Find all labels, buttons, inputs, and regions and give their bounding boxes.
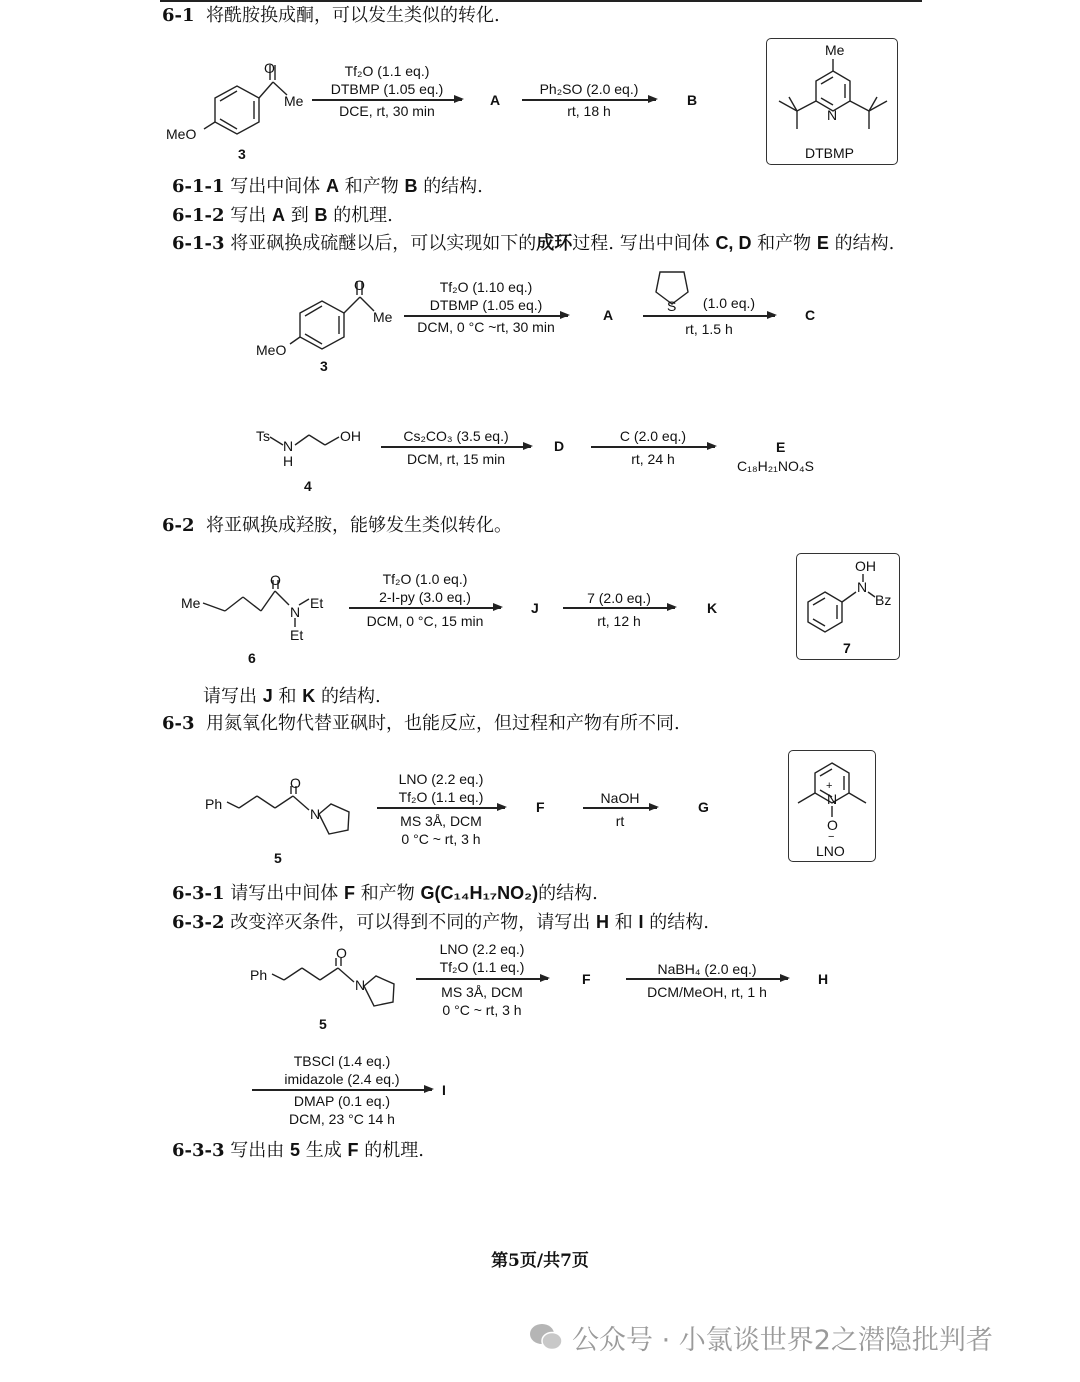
conditions-step1-top: LNO (2.2 eq.) Tf₂O (1.1 eq.) <box>398 771 484 805</box>
compound-number-4: 4 <box>304 478 312 494</box>
conditions-step2-bottom: rt, 18 h <box>567 103 611 119</box>
intermediate-d: D <box>554 438 565 454</box>
dtbmp-label: DTBMP <box>805 145 854 161</box>
dtbmp-methyl: Me <box>825 42 845 58</box>
lno-charge-plus: + <box>826 780 833 792</box>
conditions-step1-bottom: DCM, rt, 15 min <box>406 451 505 467</box>
phenyl-label: Ph <box>205 796 223 812</box>
atom-n: N <box>283 438 294 454</box>
product-b: B <box>687 92 698 108</box>
question-6-1-2: 6-1-2 写出 A 到 B 的机理. <box>172 205 393 226</box>
tosyl-label: Ts <box>256 428 270 444</box>
compound-number-3: 3 <box>238 146 246 162</box>
question-6-1-1: 6-1-1 写出中间体 A 和产物 B 的结构. <box>172 176 483 197</box>
methoxy-label: MeO <box>166 126 197 142</box>
reaction-arrow <box>404 315 568 317</box>
intermediate-a: A <box>603 307 614 323</box>
atom-n: N <box>355 977 366 993</box>
conditions-step1-top: Cs₂CO₃ (3.5 eq.) <box>403 428 509 444</box>
dtbmp-structure-box <box>766 38 898 165</box>
lno-oxygen: O <box>827 817 838 833</box>
compound-number-7: 7 <box>843 640 851 656</box>
conditions-step1-bottom: MS 3Å, DCM 0 °C ~ rt, 3 h <box>400 813 482 847</box>
methyl-label: Me <box>284 93 304 109</box>
atom-h: H <box>283 453 294 469</box>
product-h: H <box>818 971 829 987</box>
lno-nitrogen: N <box>827 791 838 807</box>
ketone-3-structure <box>160 55 310 165</box>
conditions-step1-bottom: DCE, rt, 30 min <box>339 103 435 119</box>
intermediate-c: C <box>805 307 816 323</box>
methoxy-label: MeO <box>256 342 287 358</box>
dtbmp-nitrogen: N <box>827 107 838 123</box>
conditions-step2-top: NaBH₄ (2.0 eq.) <box>657 961 757 977</box>
product-e: E <box>776 439 786 455</box>
question-6-2: 6-2 将亚砜换成羟胺，能够发生类似转化。 <box>162 515 512 536</box>
compound-number-3: 3 <box>320 358 328 374</box>
lno-label: LNO <box>816 843 845 859</box>
conditions-step1-top: LNO (2.2 eq.) Tf₂O (1.1 eq.) <box>439 941 525 975</box>
product-i: I <box>442 1082 446 1098</box>
question-6-3-3: 6-3-3 写出由 5 生成 F 的机理. <box>172 1140 424 1161</box>
reaction-arrow <box>583 807 657 809</box>
methyl-label: Me <box>373 309 393 325</box>
conditions-step1-bottom: MS 3Å, DCM 0 °C ~ rt, 3 h <box>441 984 523 1018</box>
reaction-arrow <box>563 607 675 609</box>
reaction-arrow <box>349 607 501 609</box>
reaction-arrow <box>643 315 775 317</box>
intermediate-a: A <box>490 92 501 108</box>
amide-5-structure <box>250 948 410 1018</box>
benzoyl-label: Bz <box>875 592 892 608</box>
conditions-step2-bottom: rt, 24 h <box>631 451 675 467</box>
wechat-icon <box>528 1322 564 1352</box>
intermediate-j: J <box>531 600 539 616</box>
reaction-arrow <box>591 446 715 448</box>
atom-o: O <box>270 572 281 588</box>
product-e-formula: C₁₈H₂₁NO₄S <box>737 458 814 474</box>
conditions-step2-bottom: rt <box>615 813 625 829</box>
atom-o: O <box>336 945 347 961</box>
conditions-step3-top: TBSCl (1.4 eq.) imidazole (2.4 eq.) <box>284 1053 400 1087</box>
compound-number-5: 5 <box>274 850 282 866</box>
conditions-step2-top: (1.0 eq.) <box>702 295 756 311</box>
page-footer: 第5页/共7页 <box>491 1251 589 1271</box>
hydroxyl-label: OH <box>340 428 361 444</box>
question-6-1: 6-1 将酰胺换成酮，可以发生类似的转化. <box>162 5 500 26</box>
intermediate-f: F <box>536 799 545 815</box>
thiolane-sulfur: S <box>667 298 677 314</box>
reaction-arrow <box>416 978 548 980</box>
conditions-step1-top: Tf₂O (1.0 eq.) 2-I-py (3.0 eq.) <box>379 571 471 605</box>
reaction-arrow <box>626 978 788 980</box>
question-6-2-instruction: 请写出 J 和 K 的结构. <box>203 686 381 707</box>
question-6-3-1: 6-3-1 请写出中间体 F 和产物 G(C₁₄H₁₇NO₂)的结构. <box>172 883 598 904</box>
conditions-step1-bottom: DCM, 0 °C ~rt, 30 min <box>417 319 555 335</box>
ethyl-label: Et <box>290 627 304 643</box>
header-rule <box>160 0 922 2</box>
atom-n: N <box>290 604 301 620</box>
atom-o: O <box>290 775 301 791</box>
conditions-step2-top: Ph₂SO (2.0 eq.) <box>539 81 639 97</box>
conditions-step2-top: 7 (2.0 eq.) <box>587 590 651 606</box>
atom-o: O <box>264 60 275 76</box>
ethyl-label: Et <box>310 595 324 611</box>
compound-number-6: 6 <box>248 650 256 666</box>
phenyl-label: Ph <box>250 967 268 983</box>
amide-6-structure <box>195 575 325 635</box>
conditions-step2-bottom: rt, 12 h <box>597 613 641 629</box>
atom-n: N <box>857 579 868 595</box>
conditions-step2-bottom: rt, 1.5 h <box>685 321 733 337</box>
conditions-step1-bottom: DCM, 0 °C, 15 min <box>366 613 484 629</box>
conditions-step1-top: Tf₂O (1.1 eq.) DTBMP (1.05 eq.) <box>330 63 444 97</box>
atom-o: O <box>354 277 365 293</box>
methyl-label: Me <box>181 595 201 611</box>
intermediate-f: F <box>582 971 591 987</box>
conditions-step2-top: NaOH <box>600 790 640 806</box>
hydroxyl-label: OH <box>855 558 876 574</box>
conditions-step2-top: C (2.0 eq.) <box>619 428 687 444</box>
reagent-7-structure-box <box>796 553 900 660</box>
conditions-step1-top: Tf₂O (1.10 eq.) DTBMP (1.05 eq.) <box>429 279 543 313</box>
lno-charge-minus: − <box>828 831 835 843</box>
conditions-step3-bottom: DMAP (0.1 eq.) DCM, 23 °C 14 h <box>289 1093 395 1127</box>
reaction-arrow <box>377 807 505 809</box>
question-6-1-3: 6-1-3 将亚砜换成硫醚以后，可以实现如下的成环过程. 写出中间体 C, D 和产物 E 的结构. <box>172 233 895 254</box>
product-k: K <box>707 600 718 616</box>
atom-n: N <box>310 806 321 822</box>
lno-structure-box <box>788 750 876 862</box>
reaction-arrow <box>312 99 462 101</box>
reaction-arrow <box>522 99 656 101</box>
watermark: 公众号 · 小氯谈世界2之潜隐批判者 <box>572 1325 993 1356</box>
question-6-3: 6-3 用氮氧化物代替亚砜时，也能反应，但过程和产物有所不同. <box>162 713 680 734</box>
question-6-3-2: 6-3-2 改变淬灭条件，可以得到不同的产物，请写出 H 和 I 的结构. <box>172 912 709 933</box>
reaction-arrow <box>381 446 531 448</box>
compound-number-5: 5 <box>319 1016 327 1032</box>
amide-5-structure <box>205 778 365 848</box>
reaction-arrow <box>252 1089 432 1091</box>
product-g: G <box>698 799 709 815</box>
conditions-step2-bottom: DCM/MeOH, rt, 1 h <box>647 984 767 1000</box>
